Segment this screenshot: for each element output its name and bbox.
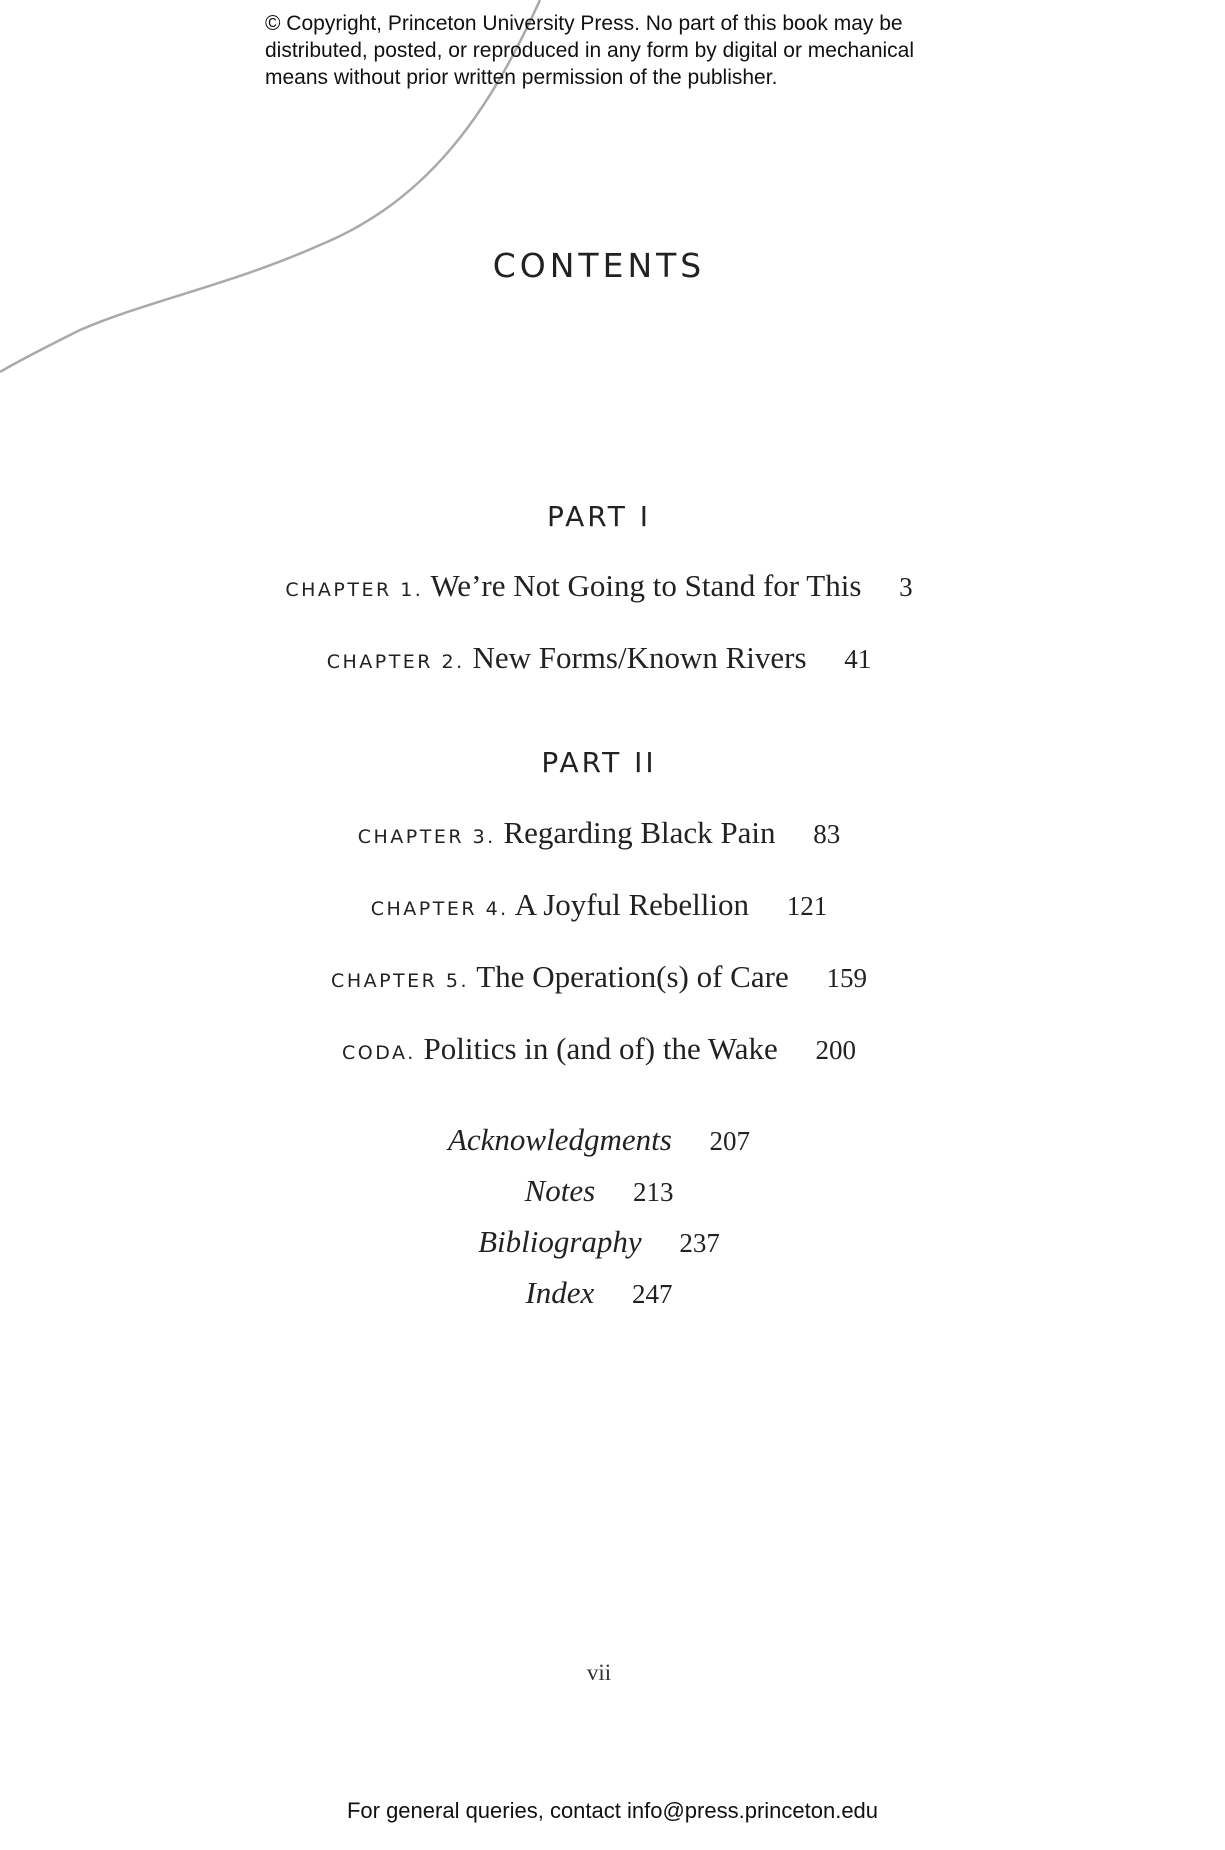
copyright-line: means without prior written permission of the publisher. bbox=[265, 66, 778, 89]
copyright-line: © Copyright, Princeton University Press. No part of this book may be bbox=[265, 12, 903, 35]
toc-entry-label: CHAPTER 5. bbox=[331, 970, 470, 992]
back-matter-page: 237 bbox=[679, 1228, 720, 1258]
copyright-line: distributed, posted, or reproduced in any form by digital or mechanical bbox=[265, 39, 915, 62]
back-matter-title: Notes bbox=[524, 1173, 596, 1208]
part-heading: PART I bbox=[547, 500, 651, 533]
copyright-notice bbox=[265, 10, 1025, 91]
contents-title: CONTENTS bbox=[492, 246, 706, 285]
toc-entry-title: A Joyful Rebellion bbox=[514, 887, 749, 922]
page-number: vii bbox=[586, 1660, 612, 1685]
toc-entry[interactable] bbox=[0, 887, 1198, 923]
back-matter-title: Bibliography bbox=[478, 1224, 642, 1259]
toc-entry-page: 83 bbox=[813, 819, 841, 849]
toc-entry[interactable] bbox=[0, 815, 1198, 851]
toc-entry-title: Politics in (and of) the Wake bbox=[423, 1031, 778, 1066]
back-matter-entry[interactable] bbox=[0, 1224, 1198, 1260]
toc-entry-label: CHAPTER 2. bbox=[326, 651, 465, 673]
toc-entry-title: Regarding Black Pain bbox=[503, 815, 776, 850]
toc-entry[interactable] bbox=[0, 568, 1198, 604]
toc-entry-page: 41 bbox=[844, 644, 872, 674]
back-matter-title: Index bbox=[525, 1275, 595, 1310]
toc-entry-label: CHAPTER 3. bbox=[357, 826, 496, 848]
footer-contact: For general queries, contact info@press.princeton.edu bbox=[346, 1798, 879, 1823]
back-matter-entry[interactable] bbox=[0, 1122, 1198, 1158]
toc-entry[interactable] bbox=[0, 1031, 1198, 1067]
toc-entry-title: We’re Not Going to Stand for This bbox=[430, 568, 862, 603]
back-matter-title: Acknowledgments bbox=[447, 1122, 672, 1157]
toc-entry-page: 200 bbox=[815, 1035, 856, 1065]
toc-entry-page: 3 bbox=[899, 572, 913, 602]
toc-entry[interactable] bbox=[0, 959, 1198, 995]
back-matter-entry[interactable] bbox=[0, 1173, 1198, 1209]
toc-entry-title: The Operation(s) of Care bbox=[476, 959, 789, 994]
part-heading: PART II bbox=[541, 746, 657, 779]
back-matter-page: 247 bbox=[632, 1279, 673, 1309]
toc-entry-title: New Forms/Known Rivers bbox=[472, 640, 807, 675]
toc-entry[interactable] bbox=[0, 640, 1198, 676]
toc-entry-label: CHAPTER 4. bbox=[370, 898, 509, 920]
toc-entry-label: CHAPTER 1. bbox=[285, 579, 424, 601]
back-matter-page: 207 bbox=[709, 1126, 751, 1156]
toc-entry-page: 159 bbox=[826, 963, 867, 993]
back-matter-page: 213 bbox=[632, 1177, 674, 1207]
toc-entry-page: 121 bbox=[786, 891, 828, 921]
toc-entry-label: CODA. bbox=[342, 1042, 416, 1064]
back-matter-entry[interactable] bbox=[0, 1275, 1198, 1311]
